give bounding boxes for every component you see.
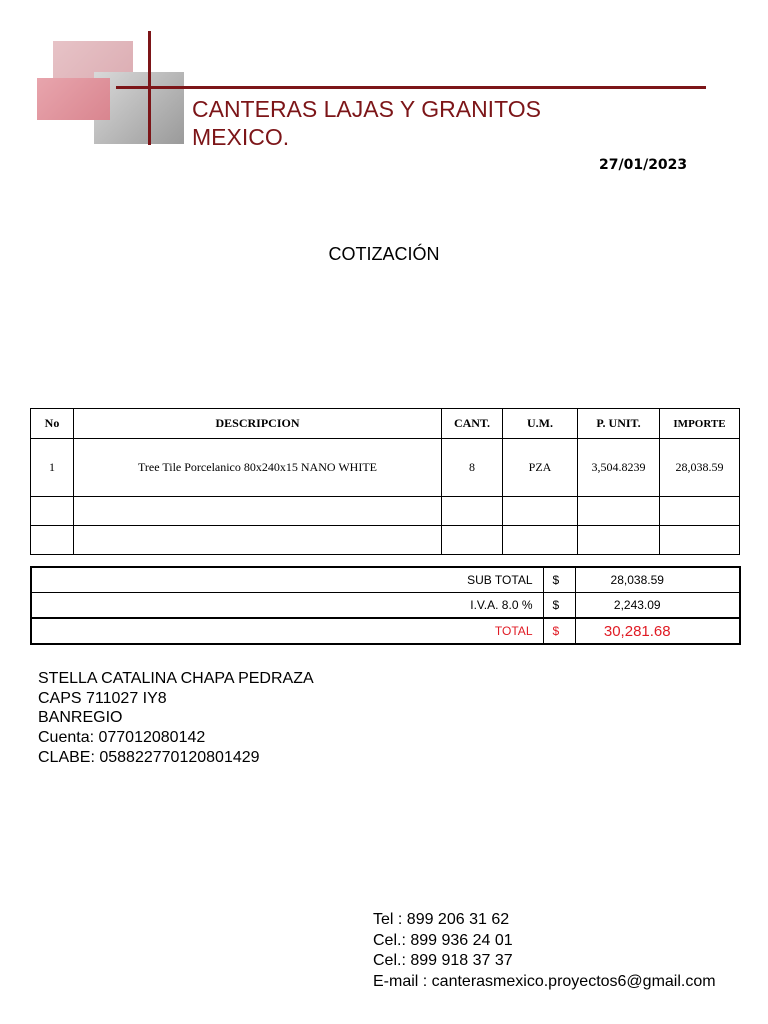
- cell-phone-2: Cel.: 899 918 37 37: [373, 952, 513, 969]
- account-holder: STELLA CATALINA CHAPA PEDRAZA: [38, 670, 314, 687]
- phone: Tel : 899 206 31 62: [373, 911, 510, 928]
- header-punit: P. UNIT.: [578, 409, 660, 439]
- caps-code: CAPS 711027 IY8: [38, 689, 167, 707]
- subtotal-label: SUB TOTAL: [31, 567, 543, 593]
- cell-phone-1: Cel.: 899 936 24 01: [373, 931, 513, 949]
- cell-cant: 8: [442, 439, 503, 497]
- header-um: U.M.: [503, 409, 578, 439]
- iva-value: 2,243.09: [575, 593, 740, 619]
- subtotal-value: 28,038.59: [575, 567, 740, 593]
- email: E-mail : canterasmexico.proyectos6@gmail.com: [373, 972, 716, 990]
- bank-name: BANREGIO: [38, 709, 123, 727]
- items-table: [30, 408, 740, 555]
- cell-importe: 28,038.59: [660, 439, 740, 497]
- cell-no: 1: [31, 439, 74, 497]
- document-title: COTIZACIÓN: [328, 244, 440, 264]
- table-header-row: [31, 409, 740, 439]
- quote-date: 27/01/2023: [599, 157, 688, 173]
- subtotal-row: [31, 567, 740, 593]
- header-cant: CANT.: [442, 409, 503, 439]
- total-label: TOTAL: [31, 618, 543, 644]
- logo-square-rose: [37, 78, 110, 120]
- bank-info: [38, 669, 314, 768]
- header-importe: IMPORTE: [660, 409, 740, 439]
- account-number: Cuenta: 077012080142: [38, 729, 206, 747]
- clabe-number: CLABE: 058822770120801429: [38, 748, 260, 766]
- iva-row: [31, 593, 740, 619]
- table-row-empty: [31, 526, 740, 555]
- contact-info: [373, 910, 716, 992]
- cell-descripcion: Tree Tile Porcelanico 80x240x15 NANO WHITE: [74, 439, 442, 497]
- header-descripcion: DESCRIPCION: [74, 409, 442, 439]
- header-rule: [116, 86, 706, 89]
- iva-label: I.V.A. 8.0 %: [31, 593, 543, 619]
- company-name-line2: MEXICO.: [192, 124, 290, 150]
- totals-table: [30, 566, 741, 645]
- total-currency: $: [543, 618, 575, 644]
- table-row: [31, 439, 740, 497]
- iva-currency: $: [543, 593, 575, 619]
- total-value: 30,281.68: [575, 618, 740, 644]
- table-row-empty: [31, 497, 740, 526]
- subtotal-currency: $: [543, 567, 575, 593]
- total-row: [31, 618, 740, 644]
- header-no: No: [31, 409, 74, 439]
- company-name: [192, 95, 541, 151]
- company-name-line1: CANTERAS LAJAS Y GRANITOS: [192, 96, 541, 122]
- cell-um: PZA: [503, 439, 578, 497]
- cell-punit: 3,504.8239: [578, 439, 660, 497]
